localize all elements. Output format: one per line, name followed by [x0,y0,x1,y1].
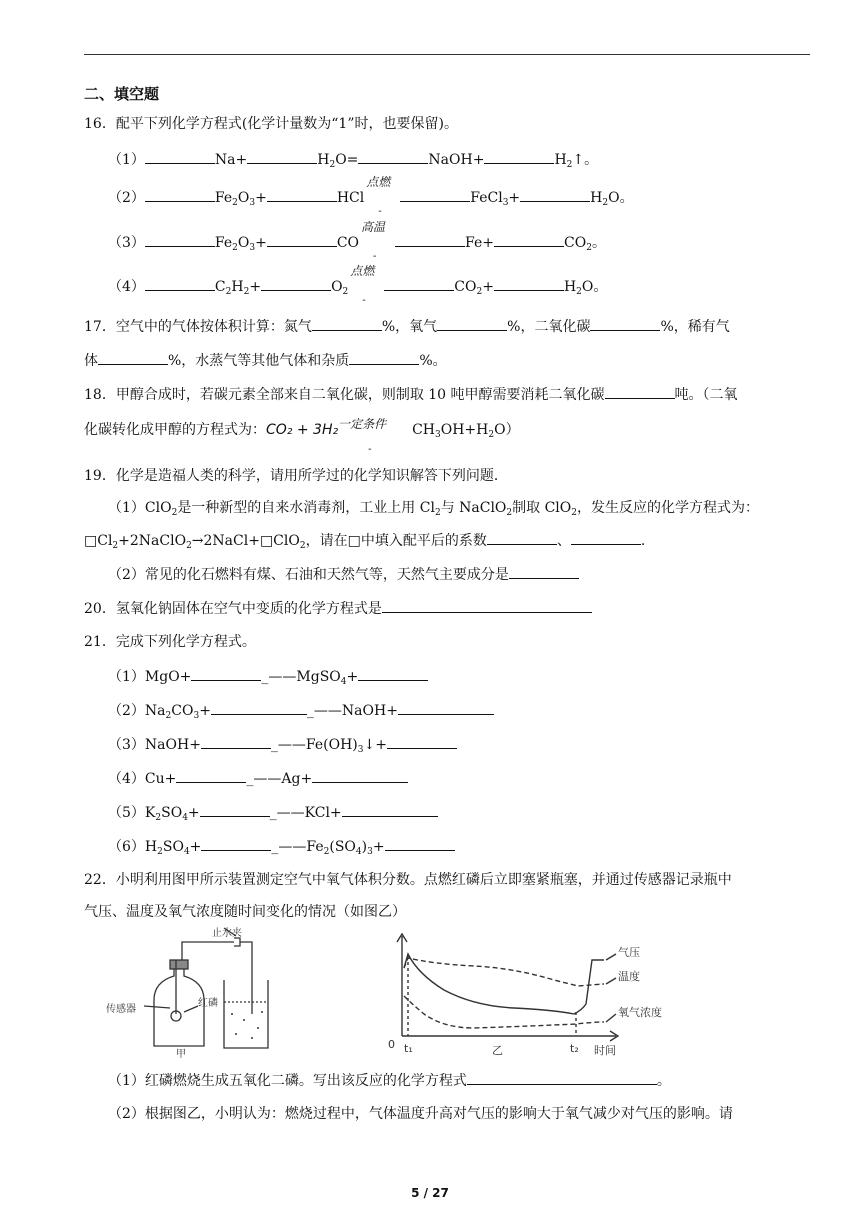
reaction-condition: 点燃 - [350,264,375,306]
answer-blank[interactable] [145,232,215,247]
q17-line-1: 17．空气中的气体按体积计算：氮气 %，氧气 %，二氧化碳 %，稀有气 [84,316,730,337]
answer-blank[interactable] [201,836,271,851]
answer-blank[interactable] [349,350,419,365]
q21-item-5: $(5)K_2SO_4+$ _——KCl+ [108,802,438,828]
temperature-curve [404,958,604,986]
answer-blank[interactable] [382,598,592,613]
answer-blank[interactable] [520,187,590,202]
answer-blank[interactable] [358,666,428,681]
answer-blank[interactable] [494,276,564,291]
answer-blank[interactable] [509,564,579,579]
answer-blank[interactable] [358,149,428,164]
q21-item-4: （4）Cu+ _——Ag+ [108,768,408,789]
answer-blank[interactable] [400,187,470,202]
q22-part-2: （2）根据图乙，小明认为：燃烧过程中，气体温度升高对气压的影响大于氧气减少对气压的影响。请 [108,1106,733,1122]
q22-part-1: （1）红磷燃烧生成五氧化二磷。写出该反应的化学方程式 。 [108,1070,671,1091]
page-number: 5 / 27 [411,1186,449,1200]
oxygen-label: 氧气浓度 [618,1006,662,1019]
figure-caption: 甲 [176,1049,186,1058]
answer-blank[interactable] [342,802,438,817]
answer-blank[interactable] [312,316,382,331]
figure-caption: 乙 [492,1044,503,1057]
origin-label: 0 [388,1038,395,1051]
q21-item-6: $(6)H_2SO_4+$ $\_——Fe_2(SO_4)_3+$ [108,836,455,862]
answer-blank[interactable] [267,232,337,247]
equation-reactants: CO₂ + 3H₂ [266,422,339,438]
phosphorus-label: 红磷 [198,998,218,1009]
t1-label: t₁ [404,1042,413,1055]
answer-blank[interactable] [484,149,554,164]
answer-blank[interactable] [176,768,246,783]
q21-stem: 21．完成下列化学方程式。 [84,634,256,650]
curves-figure [384,930,694,1060]
answer-blank[interactable] [384,276,454,291]
answer-blank[interactable] [200,802,270,817]
reaction-condition: 点燃 - [366,175,391,217]
answer-blank[interactable] [98,350,168,365]
answer-blank[interactable] [387,734,457,749]
oxygen-curve [404,996,604,1028]
answer-blank[interactable] [201,734,271,749]
answer-blank[interactable] [267,187,337,202]
clamp-label: 止水夹 [212,928,242,939]
answer-blank[interactable] [247,149,317,164]
q21-item-2: $(2)Na_2CO_3+$ _——NaOH+ [108,700,494,726]
q16-item-2: （2） $Fe_2O_3+$ HCl 点燃 - FeCl$_3$+ $H_2O$。 [108,175,634,217]
temperature-label: 温度 [618,970,640,983]
reaction-condition: 一定条件 - [338,417,387,455]
q16-item-3: （3） $Fe_2O_3+$ CO 高温 - $Fe+ CO_2$。 [108,220,606,262]
q21-item-1: （1）MgO+ _——MgSO$_4$+ [108,666,428,692]
answer-blank[interactable] [487,530,557,545]
q22-line-2: 气压、温度及氧气浓度随时间变化的情况（如图乙） [84,904,406,920]
reaction-condition: 高温 - [361,220,386,262]
q16-item-1: （1） $Na+ H_2O=$ NaOH+ $H_2↑$。 [108,149,598,175]
answer-blank[interactable] [145,187,215,202]
answer-blank[interactable] [605,384,675,399]
q17-line-2: 体 %，水蒸气等其他气体和杂质 %。 [84,350,447,371]
answer-blank[interactable] [312,768,408,783]
answer-blank[interactable] [145,149,215,164]
answer-blank[interactable] [211,700,307,715]
q19-part-1: （1）ClO$_2$是一种新型的自来水消毒剂，工业上用 $Cl_2$与 NaClO$_2$制取 ClO$_2$，发生反应的化学方程式为： [108,500,759,518]
answer-blank[interactable] [437,316,507,331]
t2-label: t₂ [570,1042,579,1055]
answer-blank[interactable] [398,700,494,715]
pressure-label: 气压 [618,946,640,959]
answer-blank[interactable] [191,666,261,681]
q16-stem: 16．配平下列化学方程式(化学计量数为“1”时，也要保留)。 [84,116,458,132]
answer-blank[interactable] [145,276,215,291]
sensor-label: 传感器 [106,1004,136,1015]
answer-blank[interactable] [494,232,564,247]
q18-line-2: 化碳转化成甲醇的方程式为：CO₂ + 3H₂ 一定条件 - $CH_3OH+H_2O$） [84,417,520,455]
header-rule [84,54,810,55]
answer-blank[interactable] [590,316,660,331]
pressure-curve [404,954,604,1014]
time-axis-label: 时间 [594,1044,616,1057]
q16-item-4: （4） $C_2H_2+ O_2$ 点燃 - $CO_2+ H_2O$。 [108,264,608,306]
q19-stem: 19．化学是造福人类的科学，请用所学过的化学知识解答下列问题． [84,468,508,484]
q18-line-1: 18．甲醇合成时，若碳元素全部来自二氧化碳，则制取 10 吨甲醇需要消耗二氧化碳 吨。（二氧 [84,384,738,405]
answer-blank[interactable] [395,232,465,247]
q21-item-3: （3）NaOH+ $\_——Fe(OH)_3↓+$ [108,734,457,760]
q22-line-1: 22．小明利用图甲所示装置测定空气中氧气体积分数。点燃红磷后立即塞紧瓶塞，并通过传感器记录瓶中 [84,872,732,888]
q20: 20．氢氧化钠固体在空气中变质的化学方程式是 [84,598,592,619]
apparatus-figure [104,924,274,1058]
q19-part-1-cont: $□Cl_2+2NaClO_2\to 2NaCl+□ClO_2$，请在□中填入配平后的系数 、 . [84,530,645,556]
q19-part-2: （2）常见的化石燃料有煤、石油和天然气等，天然气主要成分是 [108,564,579,585]
section-title: 二、填空题 [84,85,160,103]
answer-blank[interactable] [385,836,455,851]
answer-blank[interactable] [571,530,641,545]
answer-blank[interactable] [467,1070,657,1085]
answer-blank[interactable] [261,276,331,291]
